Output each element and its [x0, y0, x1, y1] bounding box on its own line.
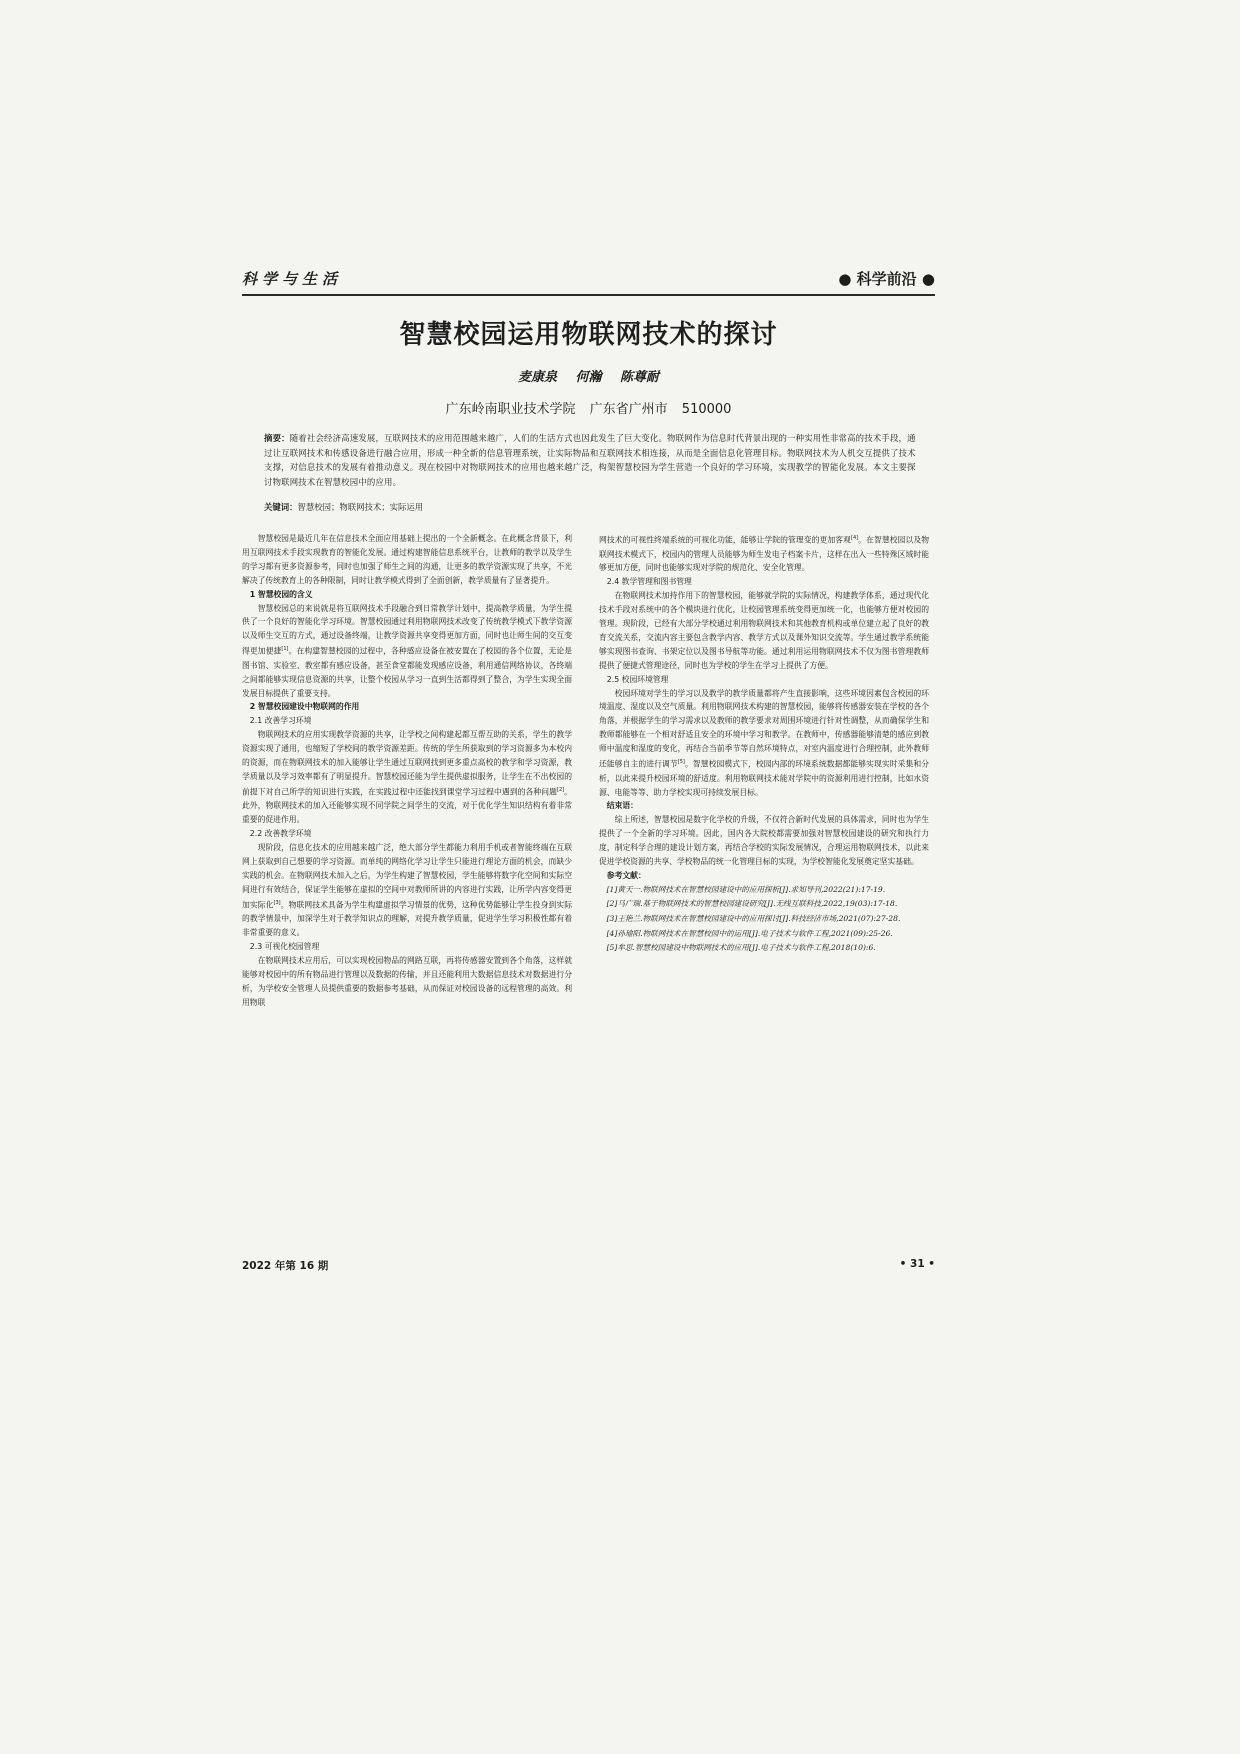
- citation: [4]: [851, 535, 859, 541]
- section-heading: 1 智慧校园的含义: [249, 589, 313, 599]
- reference-item: [1]黄天一.物联网技术在智慧校园建设中的应用探析[J].求知导刊,2022(21):17-19.: [606, 884, 886, 894]
- keywords: [264, 500, 924, 514]
- citation: [3]: [273, 899, 281, 906]
- references-heading: 参考文献：: [606, 870, 646, 880]
- authors: 麦康泉 何瀚 陈尊耐: [517, 370, 660, 385]
- header-rule: [242, 294, 935, 296]
- keywords-label: 关键词：: [264, 502, 298, 512]
- subsection-heading: 2.1 改善学习环境: [249, 716, 312, 726]
- subsection-heading: 2.4 教学管理和图书管理: [606, 577, 692, 587]
- affiliation: 广东岭南职业技术学院 广东省广州市 510000: [445, 402, 732, 417]
- reference-item: [5]牟思.智慧校园建设中物联网技术的应用[J].电子技术与软件工程,2018(10):6.: [606, 943, 876, 953]
- page-header: [242, 268, 935, 294]
- left-column: [242, 532, 572, 1010]
- abstract-text: 随着社会经济高速发展，互联网技术的应用范围越来越广，人们的生活方式也因此发生了巨大变化。物联网作为信息时代背景出现的一种实用性非常高的技术手段，通过让互联网技术和传感设备进行融合应用，形成一种全新的信息管理系统，让实际物品和互联网技术相连接，从而是全面信息化管理目标。物联网技术为人机交互提供了技术支撑，对信息技术的发展有着推动意义。现在校园中对物联网技术的应用也越来越广泛，构架智慧校园为学生营造一个良好的学习环境，实现教学的智能化发展。本文主要探讨物联网技术在智慧校园中的应用。: [264, 433, 916, 487]
- keywords-text: 智慧校园；物联网技术；实际运用: [297, 502, 424, 512]
- citation: [1]: [281, 646, 289, 653]
- reference-item: [3]王艳兰.物联网技术在智慧校园建设中的应用探讨[J].科技经济市场,2021(07):27-28.: [606, 914, 901, 924]
- paragraph: 在物联网技术加持作用下的智慧校园，能够就学院的实际情况，构建教学体系，通过现代化技术手段对系统中的各个模块进行优化，让校园管理系统变得更加统一化，也能够方便对校园的管理。现阶段，已经有大部分学校通过利用物联网技术和其他教育机构或单位建立起了良好的教育交流关系，交流内容主要包含教学内容、教学方式以及课外知识交流等。学生通过教学系统能够实现图书查询、书架定位以及图书导航等功能。通过利用运用物联网技术不仅为图书管理教师提供了便捷式管理途径，同时也为学校的学生在学习上提供了方便。: [599, 591, 929, 670]
- paragraph: 现阶段，信息化技术的应用越来越广泛，绝大部分学生都能力利用手机或者智能终端在互联网上获取到自己想要的学习资源。而单纯的网络化学习让学生只能进行理论方面的机会，而缺少实践的机会。在物联网技术加入之后，为学生构建了智慧校园，学生能够将数字化空间和实际空间进行有效结合，保证学生能够在虚拟的空间中对教师所讲的内容进行实践，让所学内容变得更加实际化[3]。物联网技术具备为学生构建虚拟学习情景的优势，这种优势能够让学生投身到实际的教学情景中，加深学生对于教学知识点的理解，对提升教学质量，促进学生学习积极性都有着非常重要的意义。: [242, 843, 573, 938]
- issue-number: 2022 年第 16 期: [242, 1260, 329, 1272]
- citation: [5]: [677, 759, 685, 766]
- paragraph: 网技术的可视性终端系统的可视化功能，能够让学院的管理变的更加客观[4]。在智慧校园以及物联网技术模式下，校园内的管理人员能够为师生发电子档案卡片，这样在出入一些特殊区域时能够更加方便，同时也能够实现对学院的规范化、安全化管理。: [599, 535, 930, 573]
- subsection-heading: 2.3 可视化校园管理: [249, 942, 320, 952]
- paragraph: 智慧校园总的来说就是将互联网技术手段融合到日常教学计划中，提高教学质量，为学生提供了一个良好的智能化学习环境。智慧校园通过利用物联网技术改变了传统教学模式下教学资源以及师生交互的方式，通过设备终端，让教学资源共享变得更加方面，同时也让师生间的交互变得更加便捷[1]。在构建智慧校园的过程中，各种感应设备在被安置在了校园的各个位置，无论是图书馆、实验室、教室都有感应设备，甚至食堂都能发现感应设备，利用通信网络协议，各终端之间都能够实现信息资源的共享，让整个校园从学习一直到生活都得到了整合，为学生实现全面发展目标提供了重要支持。: [242, 603, 573, 698]
- paragraph: 在物联网技术应用后，可以实现校园物品的网路互联，再将传感器安置到各个角落，这样就能够对校园中的所有物品进行管理以及数据的传输，并且还能利用大数据信息技术对数据进行分析，为学校安全管理人员提供重要的数据参考基础，从而保证对校园设备的远程管理的高效。利用物联: [242, 955, 572, 1007]
- subsection-heading: 2.2 改善教学环境: [249, 829, 312, 839]
- paragraph: 智慧校园是最近几年在信息技术全面应用基础上提出的一个全新概念。在此概念背景下，利用互联网技术手段实现教育的智能化发展。通过构建智能信息系统平台，让教师的教学以及学生的学习都有更多资源参考，同时也加强了师生之间的沟通，让更多的教学资源实现了共享，不光解决了传统教育上的各种限制，同时让教学模式得到了全面创新，教学质量有了显著提升。: [242, 534, 572, 585]
- journal-name: 科学与生活: [242, 270, 343, 288]
- citation: [2]: [557, 786, 565, 793]
- abstract-label: 摘要：: [264, 433, 290, 443]
- section-heading: 2 智慧校园建设中物联网的作用: [249, 702, 360, 712]
- conclusion-heading: 结束语：: [606, 801, 638, 811]
- paragraph: 综上所述，智慧校园是数字化学校的升级，不仅符合新时代发展的具体需求，同时也为学生提供了一个全新的学习环境。因此，国内各大院校都需要加强对智慧校园建设的研究和执行力度，制定科学合理的建设计划方案，再结合学校的实际发展情况，合理运用物联网技术，以此来促进学校资源的共享、学校物品的统一化管理目标的实现，为学校智能化发展奠定坚实基础。: [599, 815, 929, 867]
- abstract: [264, 431, 924, 489]
- paragraph: 校园环境对学生的学习以及教学的教学质量都将产生直接影响，这些环境因素包含校园的环境温度、湿度以及空气质量。利用物联网技术构建的智慧校园，能够将传感器安装在学校的各个角落，并根据学生的学习需求以及教师的教学要求对周围环境进行针对性调整，从而确保学生和教师都能够在一个相对舒适且安全的环境中学习和教学。在教师中，传感器能够清楚的感应到教师中温度和湿度的变化，再结合当前季节等自然环境特点，对室内温度进行合理控制，此外教师还能够自主的进行调节[5]。智慧校园模式下，校园内部的环境系统数据都能够实现实时采集和分析，以此来提升校园环境的舒适度。利用物联网技术能对学院中的资源利用进行控制，比如水资源、电能等等、助力学校实现可持续发展目标。: [599, 688, 930, 797]
- paragraph: 物联网技术的应用实现教学资源的共享，让学校之间构建起都互帮互助的关系，学生的教学资源实现了通用，也缩短了学校间的教学资源差距。传统的学生所获取到的学习资源多为本校内的资源，而在物联网技术的加入能够让学生通过互联网找到更多重点高校的教学和学习资源，教学质量以及学习效率都有了明显提升。智慧校园还能为学生提供虚拟服务，让学生在不出校园的前提下对自己所学的知识进行实践，在实践过程中还能找到课堂学习过程中遇到的各种问题[2]。此外，物联网技术的加入还能够实现不同学院之间学生的交流，对于优化学生知识结构有着非常重要的促进作用。: [242, 730, 573, 825]
- subsection-heading: 2.5 校园环境管理: [606, 674, 669, 684]
- article-title: 智慧校园运用物联网技术的探讨: [399, 320, 778, 350]
- reference-item: [2]马广瑞.基于物联网技术的智慧校园建设研究[J].无线互联科技,2022,19(03):17-18.: [606, 899, 898, 909]
- reference-item: [4]孙瑜阳.物联网技术在智慧校园中的运用[J].电子技术与软件工程,2021(09):25-26.: [606, 928, 893, 938]
- right-column: [599, 532, 929, 956]
- reference-list: [599, 883, 929, 956]
- page-number: • 31 •: [899, 1258, 935, 1270]
- journal-page: [242, 268, 935, 1278]
- section-name: ● 科学前沿 ●: [838, 270, 935, 288]
